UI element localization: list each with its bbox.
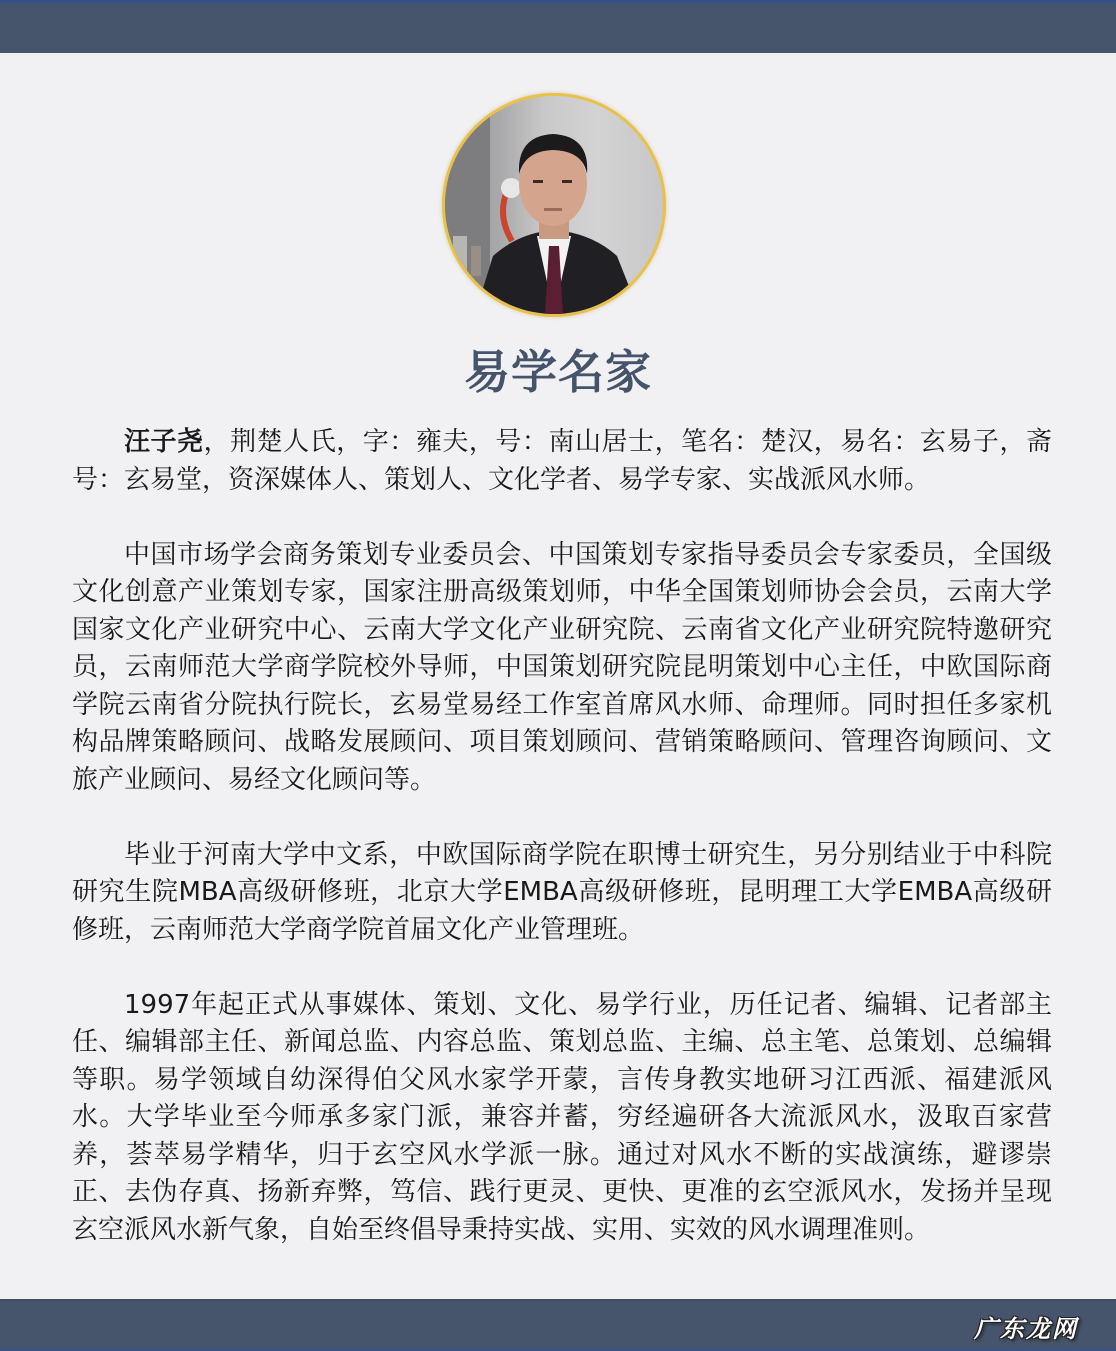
top-banner-bar [0,0,1116,53]
profile-photo [445,96,663,314]
page-title: 易学名家 [464,345,652,399]
bio-paragraph-education: 毕业于河南大学中文系，中欧国际商学院在职博士研究生，另分别结业于中科院研究生院MBA高级研修班，北京大学EMBA高级研修班，昆明理工大学EMBA高级研修班，云南师范大学商学院首届文化产业管理班。 [72,839,1052,945]
bio-paragraph-intro [72,424,1052,499]
bottom-banner-bar [0,1299,1116,1351]
profile-photo-frame [442,93,666,317]
person-name: 汪子尧 [124,427,204,457]
bio-paragraph-career: 1997年起正式从事媒体、策划、文化、易学行业，历任记者、编辑、记者部主任、编辑部主任、新闻总监、内容总监、策划总监、主编、总主笔、总策划、总编辑等职。易学领域自幼深得伯父风水家学开蒙，言传身教实地研习江西派、福建派风水。大学毕业至今师承多家门派，兼容并蓄，穷经遍研各大流派风水，汲取百家营养，荟萃易学精华，归于玄空风水学派一脉。通过对风水不断的实战演练，避谬崇正、去伪存真、扬新弃弊，笃信、践行更灵、更快、更准的玄空派风水，发扬并呈现玄空派风水新气象，自始至终倡导秉持实战、实用、实效的风水调理准则。 [72,989,1052,1245]
bio-paragraph-positions: 中国市场学会商务策划专业委员会、中国策划专家指导委员会专家委员，全国级文化创意产业策划专家，国家注册高级策划师，中华全国策划师协会会员，云南大学国家文化产业研究中心、云南大学文化产业研究院、云南省文化产业研究院特邀研究员，云南师范大学商学院校外导师，中国策划研究院昆明策划中心主任，中欧国际商学院云南省分院执行院长，玄易堂易经工作室首席风水师、命理师。同时担任多家机构品牌策略顾问、战略发展顾问、项目策划顾问、营销策略顾问、管理咨询顾问、文旅产业顾问、易经文化顾问等。 [72,539,1052,795]
portrait-illustration [445,96,663,314]
site-watermark: 广东龙网 [974,1315,1078,1343]
biography-content [72,424,1052,1249]
bio-paragraph-intro-text: ，荆楚人氏，字：雍夫，号：南山居士，笔名：楚汉，易名：玄易子，斋号：玄易堂，资深媒体人、策划人、文化学者、易学专家、实战派风水师。 [72,427,1052,495]
